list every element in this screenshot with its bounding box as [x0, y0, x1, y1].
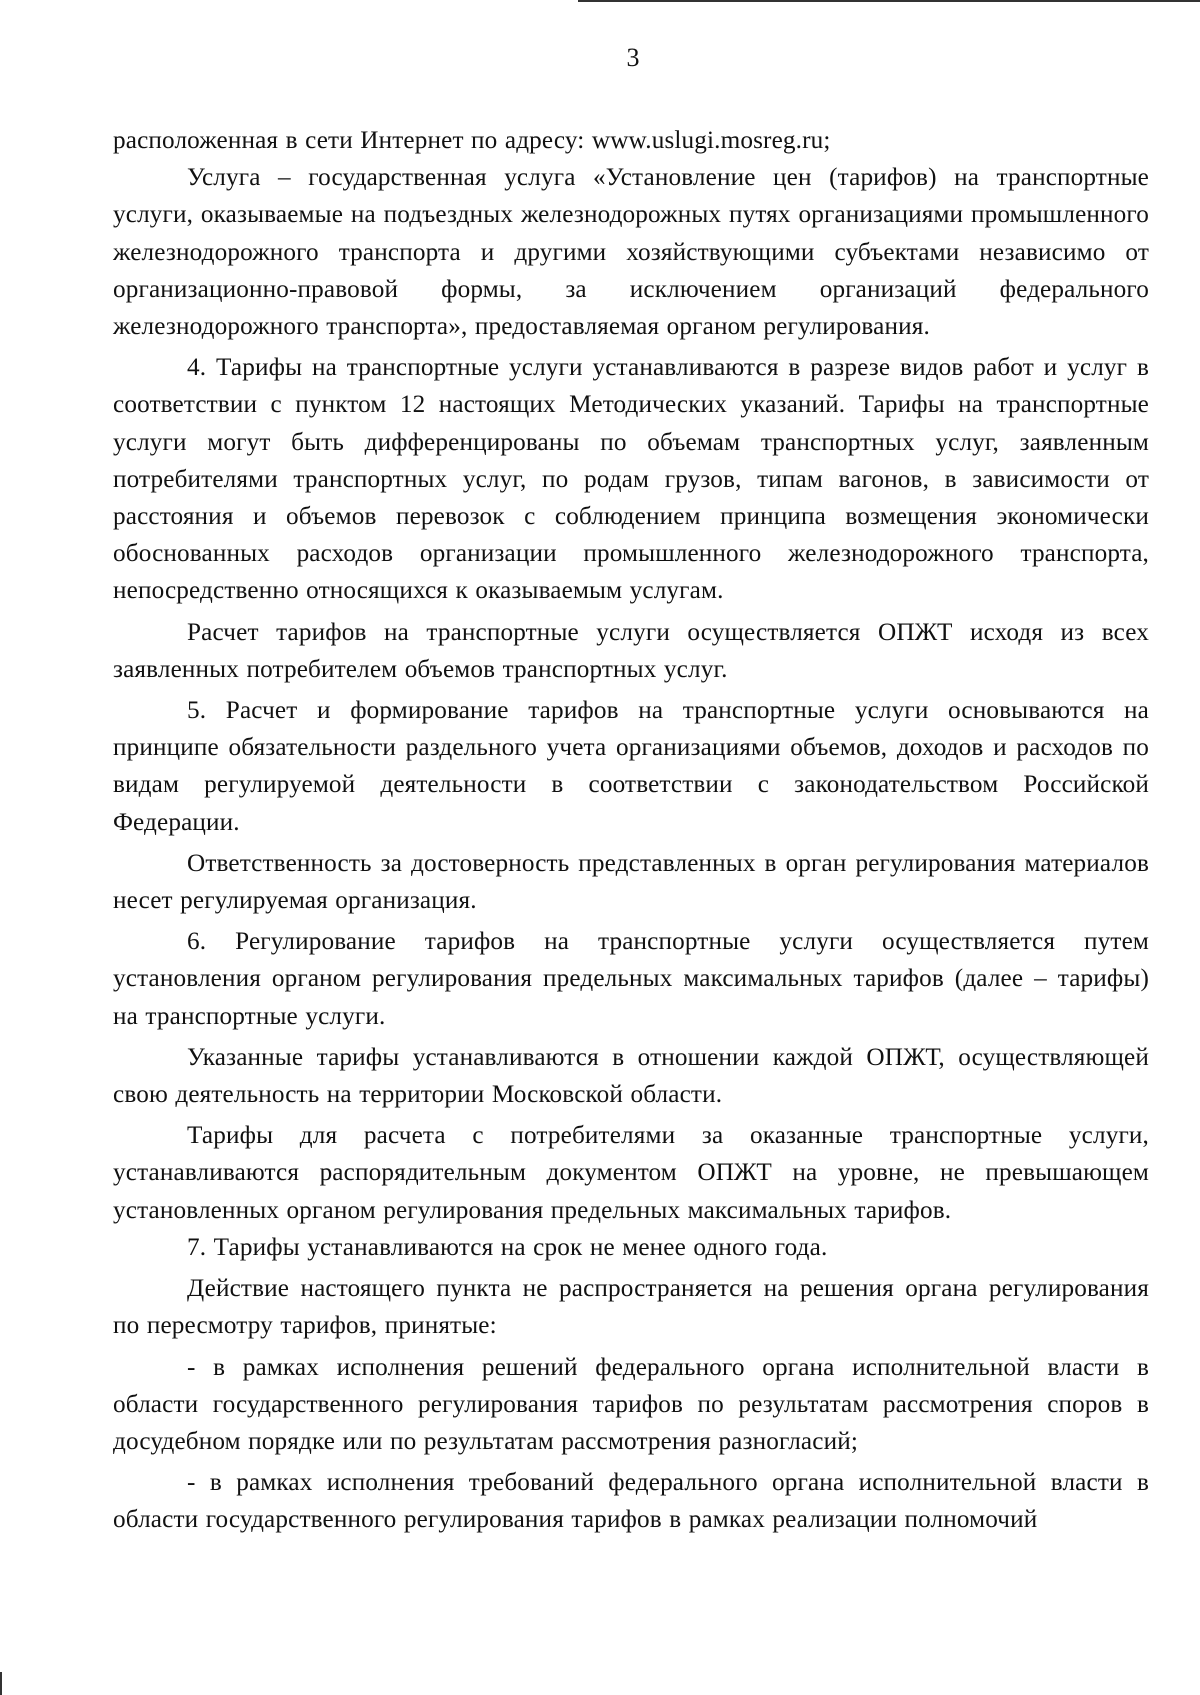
paragraph-responsibility: Ответственность за достоверность представленных в орган регулирования материалов несет регулируемая организация. — [113, 849, 1149, 915]
paragraph-tariffs-scope: Указанные тарифы устанавливаются в отношении каждой ОПЖТ, осуществляющей свою деятельность на территории Московской области. — [113, 1043, 1149, 1109]
paragraph-exceptions-intro: Действие настоящего пункта не распространяется на решения органа регулирования по пересмотру тарифов, принятые: — [113, 1275, 1149, 1340]
paragraph-item-4: 4. Тарифы на транспортные услуги устанавливаются в разрезе видов работ и услуг в соответствии с пунктом 12 настоящих Методических указаний. Тарифы на транспортные услуги могут быть дифференцированы по объемам транспортных услуг, заявленным потребителями транспортных услуг, по родам грузов, типам вагонов, в зависимости от расстояния и объемов перевозок с соблюдением принципа возмещения экономически обоснованных расходов организации промышленного железнодорожного транспорта, непосредственно относящихся к оказываемым услугам. — [113, 354, 1149, 605]
paragraph-tariff-calculation: Расчет тарифов на транспортные услуги осуществляется ОПЖТ исходя из всех заявленных потребителем объемов транспортных услуг. — [113, 618, 1149, 683]
paragraph-service-definition: Услуга – государственная услуга «Установление цен (тарифов) на транспортные услуги, оказываемые на подъездных железнодорожных путях организациями промышленного железнодорожного транспорта и другими хозяйствующими субъектами независимо от организационно-правовой формы, за исключением организаций федерального железнодорожного транспорта», предоставляемая органом регулирования. — [113, 164, 1149, 341]
paragraph-consumer-tariffs: Тарифы для расчета с потребителями за оказанные транспортные услуги, устанавливаются распорядительным документом ОПЖТ на уровне, не превышающем установленных органом регулирования предельных максимальных тарифов. — [113, 1122, 1149, 1224]
paragraph-exception-2: - в рамках исполнения требований федерального органа исполнительной власти в области государственного регулирования тарифов в рамках реализации полномочий — [113, 1469, 1149, 1534]
left-edge-line — [0, 1672, 2, 1695]
paragraph-item-7: 7. Тарифы устанавливаются на срок не менее одного года. — [187, 1233, 828, 1261]
page-number: 3 — [626, 43, 640, 72]
paragraph-item-5: 5. Расчет и формирование тарифов на транспортные услуги основываются на принципе обязательности раздельного учета организациями объемов, доходов и расходов по видам регулируемой деятельности в соответствии с законодательством Российской Федерации. — [113, 697, 1149, 836]
paragraph-website-continuation: расположенная в сети Интернет по адресу: www.uslugi.mosreg.ru; — [113, 127, 831, 154]
paragraph-exception-1: - в рамках исполнения решений федерального органа исполнительной власти в области государственного регулирования тарифов по результатам рассмотрения споров в досудебном порядке или по результатам рассмотрения разногласий; — [113, 1353, 1149, 1455]
top-edge-line — [578, 0, 1200, 2]
document-body — [113, 122, 1149, 1539]
paragraph-item-6: 6. Регулирование тарифов на транспортные услуги осуществляется путем установления органом регулирования предельных максимальных тарифов (далее – тарифы) на транспортные услуги. — [113, 928, 1149, 1030]
